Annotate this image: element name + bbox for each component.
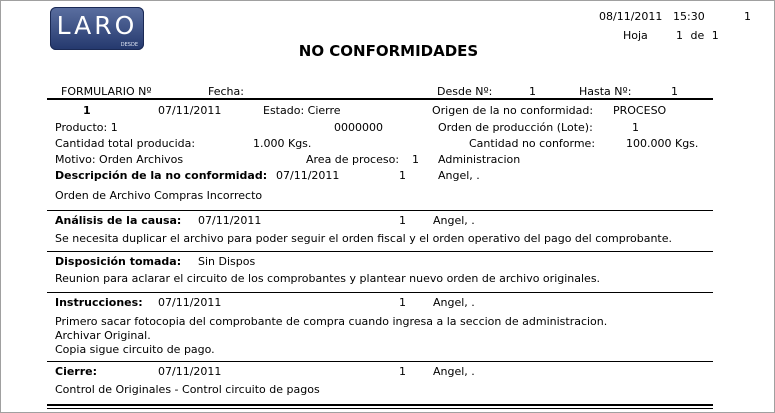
producto-code: 0000000: [334, 121, 383, 134]
page-title: NO CONFORMIDADES: [298, 42, 479, 60]
disposicion-label: Disposición tomada:: [55, 255, 182, 268]
analisis-num: 1: [399, 214, 406, 227]
instrucciones-label: Instrucciones:: [55, 296, 143, 309]
record-date: 07/11/2011: [158, 104, 222, 117]
cantidad-total-label: Cantidad total producida:: [55, 137, 196, 150]
disposicion-text: Reunion para aclarar el circuito de los comprobantes y plantear nuevo orden de archivo originales.: [55, 272, 601, 285]
cierre-date: 07/11/2011: [158, 365, 222, 378]
divider-1: [47, 210, 713, 211]
record-estado: Estado: Cierre: [263, 104, 341, 117]
hasta-label: Hasta Nº:: [579, 85, 632, 98]
cierre-person: Angel, .: [433, 365, 475, 378]
logo-text: LARO: [56, 11, 138, 40]
cantidad-no-label: Cantidad no conforme:: [469, 137, 596, 150]
logo-subtext: DESDE: [120, 42, 138, 48]
hasta-value: 1: [671, 85, 678, 98]
desde-label: Desde Nº:: [437, 85, 493, 98]
divider-3: [47, 292, 713, 293]
cantidad-no-value: 100.000 Kgs.: [626, 137, 699, 150]
report-time: 15:30: [673, 10, 705, 23]
descripcion-num: 1: [399, 169, 406, 182]
area-value: 1: [412, 153, 419, 166]
descripcion-text: Orden de Archivo Compras Incorrecto: [55, 189, 263, 202]
disposicion-value: Sin Dispos: [198, 255, 256, 268]
cierre-num: 1: [399, 365, 406, 378]
orden-label: Orden de producción (Lote):: [438, 121, 593, 134]
orden-value: 1: [632, 121, 639, 134]
header-divider: [47, 98, 713, 100]
cierre-label: Cierre:: [55, 365, 98, 378]
instrucciones-line-3: Copia sigue circuito de pago.: [55, 343, 215, 356]
hoja-label: Hoja: [623, 29, 648, 42]
footer-divider-2: [47, 408, 713, 409]
desde-value: 1: [529, 85, 536, 98]
origen-value: PROCESO: [613, 104, 667, 117]
divider-4: [47, 361, 713, 362]
instrucciones-line-1: Primero sacar fotocopia del comprobante de compra cuando ingresa a la seccion de administracion.: [55, 315, 608, 328]
analisis-label: Análisis de la causa:: [55, 214, 182, 227]
analisis-person: Angel, .: [433, 214, 475, 227]
footer-divider: [47, 404, 713, 406]
analisis-text: Se necesita duplicar el archivo para poder seguir el orden fiscal y el orden operativo del pago del comprobante.: [55, 232, 672, 245]
instrucciones-line-2: Archivar Original.: [55, 329, 151, 342]
divider-2: [47, 251, 713, 252]
formulario-label: FORMULARIO Nº: [61, 85, 152, 98]
fecha-label: Fecha:: [208, 85, 244, 98]
descripcion-date: 07/11/2011: [276, 169, 340, 182]
origen-label: Origen de la no conformidad:: [432, 104, 594, 117]
record-number: 1: [83, 104, 91, 117]
motivo: Motivo: Orden Archivos: [55, 153, 184, 166]
producto: Producto: 1: [55, 121, 118, 134]
descripcion-person: Angel, .: [438, 169, 480, 182]
page-number: 1: [744, 10, 751, 23]
instrucciones-num: 1: [399, 296, 406, 309]
descripcion-label: Descripción de la no conformidad:: [55, 169, 268, 182]
instrucciones-date: 07/11/2011: [158, 296, 222, 309]
area-label: Area de proceso:: [306, 153, 400, 166]
analisis-date: 07/11/2011: [198, 214, 262, 227]
instrucciones-person: Angel, .: [433, 296, 475, 309]
report-date: 08/11/2011: [599, 10, 663, 23]
hoja-value: 1 de 1: [676, 29, 719, 42]
cierre-text: Control de Originales - Control circuito de pagos: [55, 383, 320, 396]
area-name: Administracion: [438, 153, 521, 166]
cantidad-total-value: 1.000 Kgs.: [253, 137, 312, 150]
